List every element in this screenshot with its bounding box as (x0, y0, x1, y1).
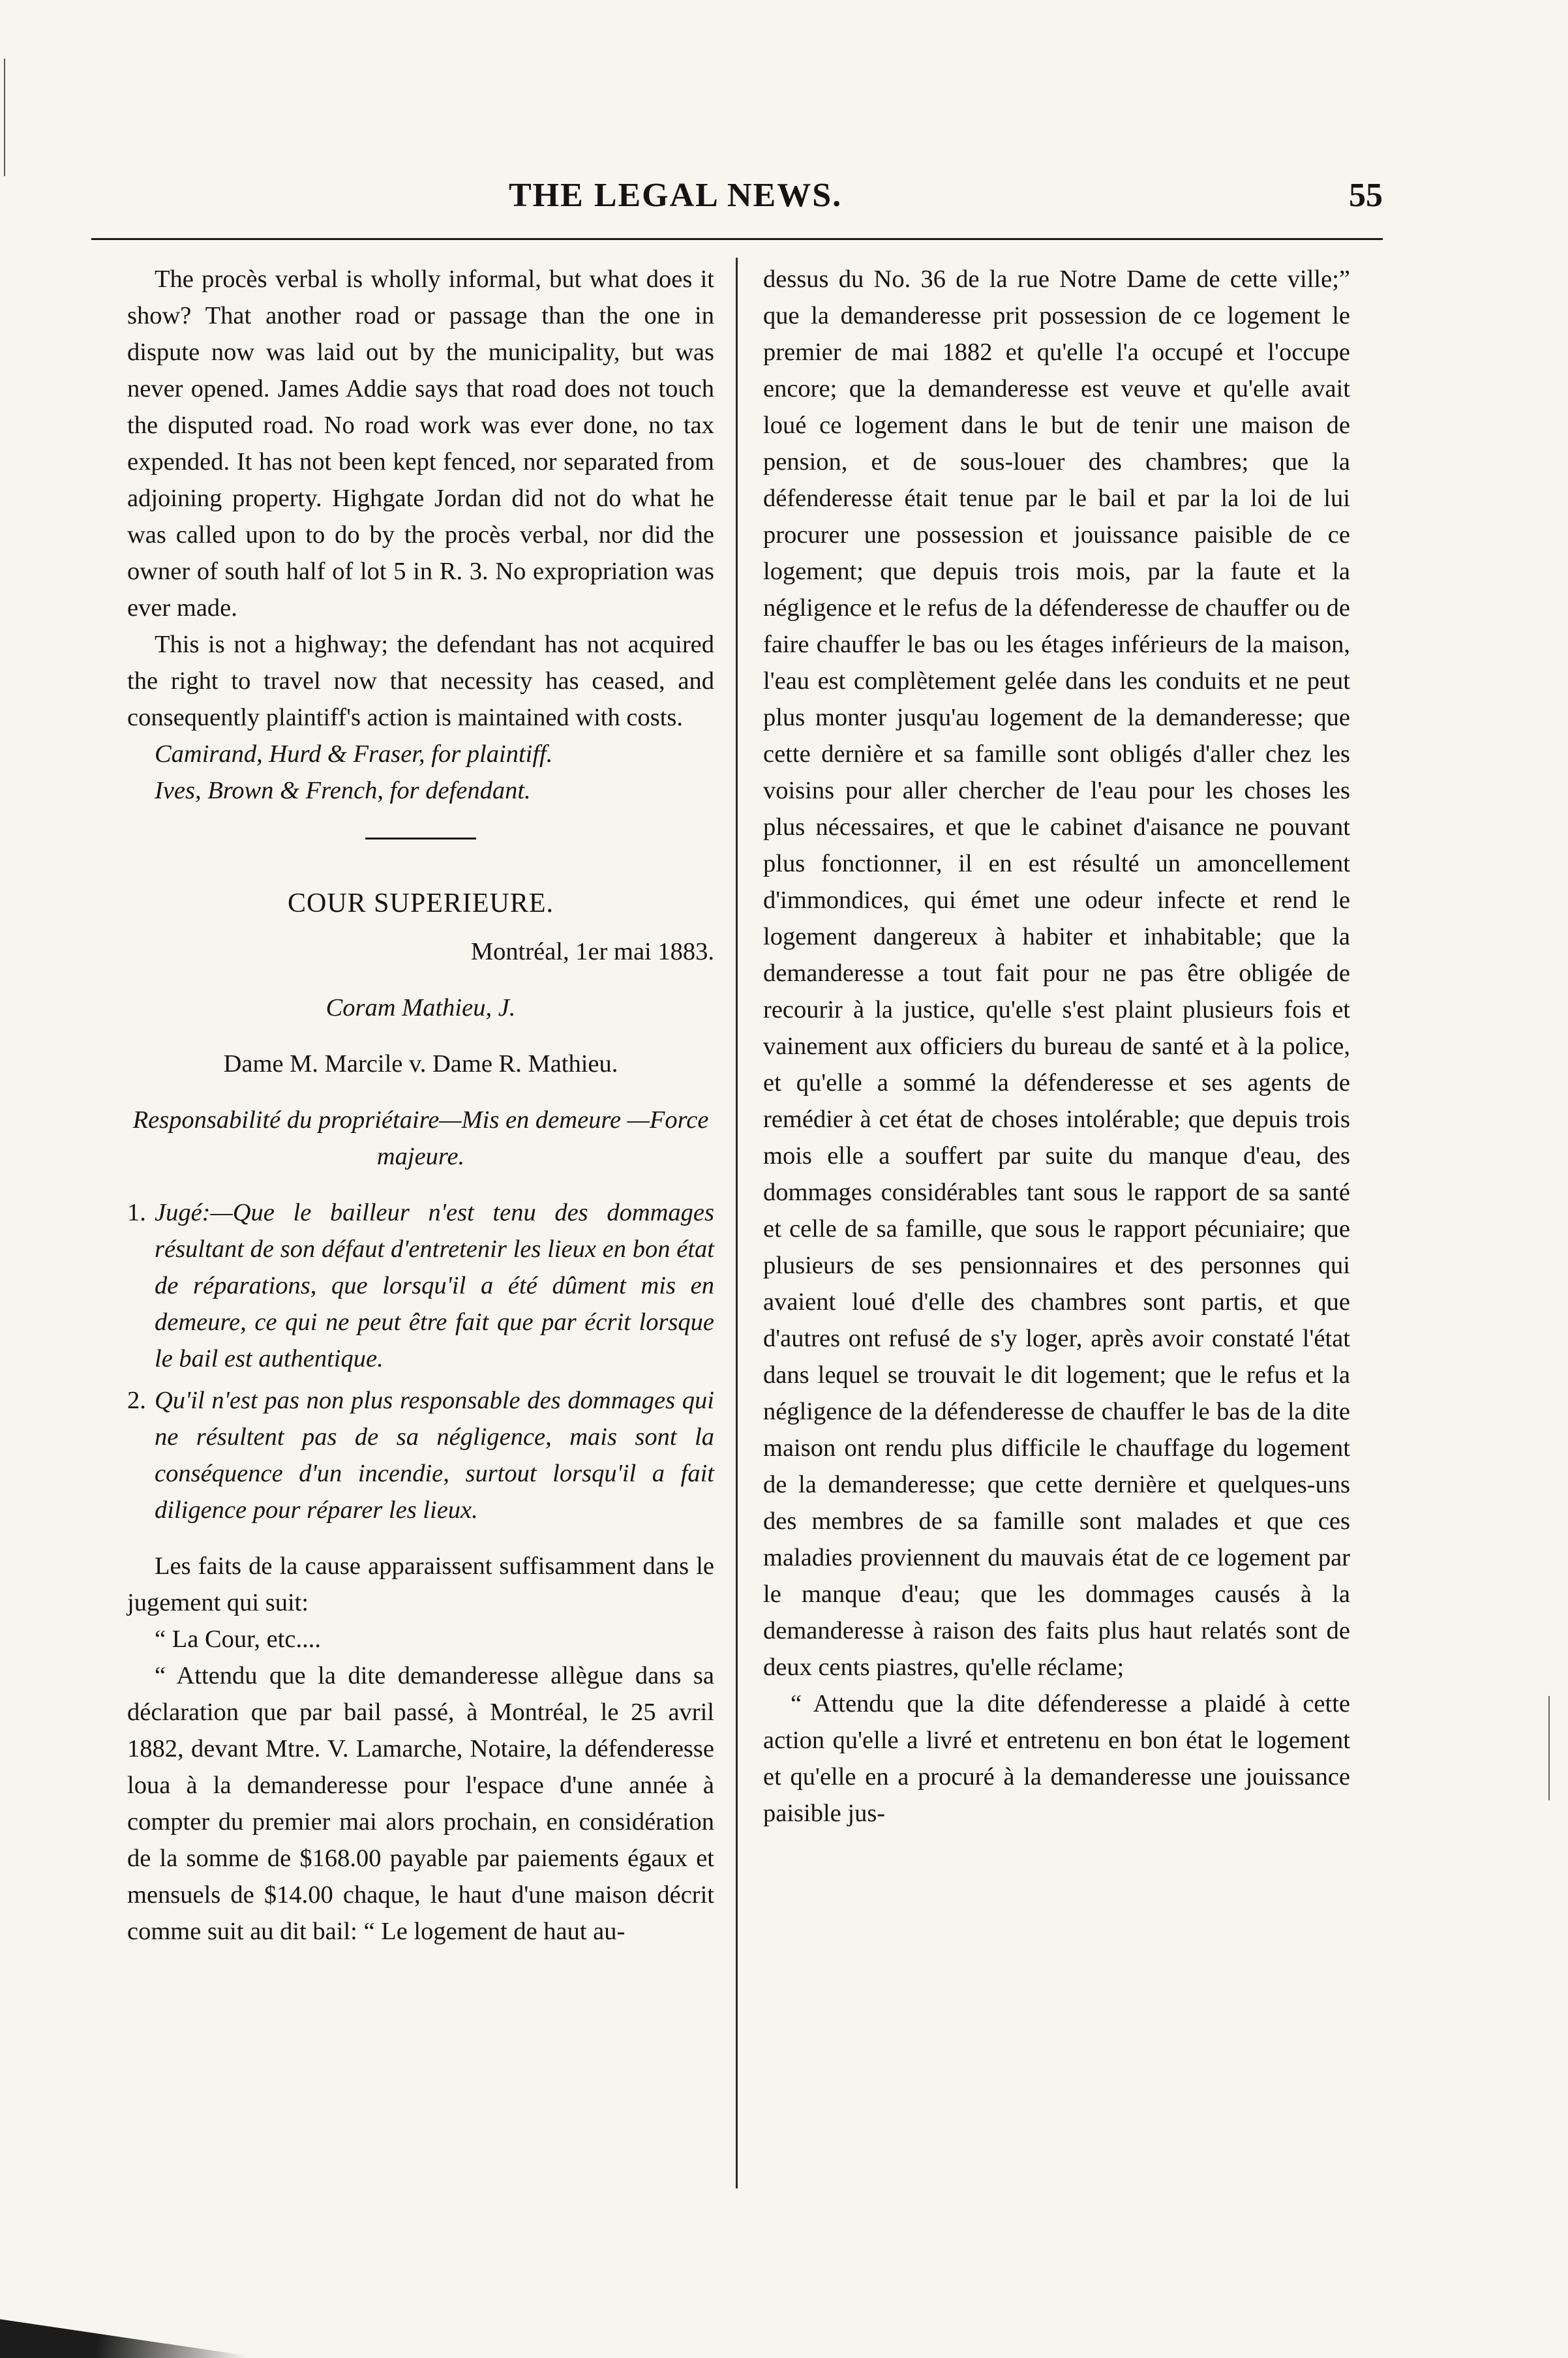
body-paragraph: This is not a highway; the defendant has not acquired the right to travel now that necessity has ceased, and consequently plaintiff's action is maintained with costs. (127, 631, 714, 731)
case-parties: Dame M. Marcile v. Dame R. Mathieu. (223, 1050, 618, 1078)
running-title: THE LEGAL NEWS. (509, 177, 843, 214)
body-paragraph: “ Attendu que la dite défenderesse a plaidé à cette action qu'elle a livré et entretenu en bon état le logement et qu'elle en a procuré à la demanderesse une jouissance paisible jus- (763, 1690, 1350, 1827)
court-heading: COUR SUPERIEURE. (287, 888, 554, 918)
body-paragraph: “ La Cour, etc.... (155, 1625, 322, 1653)
case-subject: Responsabilité du propriétaire—Mis en demeure —Force majeure. (132, 1106, 709, 1170)
page-header (91, 176, 1383, 222)
header-rule (91, 238, 1383, 240)
holding-text: Jugé:—Que le bailleur n'est tenu des dommages résultant de son défaut d'entretenir les lieux en bon état de réparations, que lorsqu'il a été dûment mis en demeure, ce qui ne peut être fait que par écrit lorsque le bail est authentique. (155, 1199, 714, 1372)
body-paragraph: Les faits de la cause apparaissent suffisamment dans le jugement qui suit: (127, 1552, 714, 1616)
counsel-plaintiff: Camirand, Hurd & Fraser, for plaintiff. (155, 740, 553, 768)
body-paragraph: “ Attendu que la dite demanderesse allègue dans sa déclaration que par bail passé, à Montréal, le 25 avril 1882, devant Mtre. V. Lamarche, Notaire, la défenderesse loua à la demanderesse pour l'espace d'une année à compter du premier mai alors prochain, en considération de la somme de $168.00 payable par paiements égaux et mensuels de $14.00 chaque, le haut d'une maison décrit comme suit au dit bail: “ Le logement de haut au- (127, 1662, 714, 1945)
column-divider (736, 258, 738, 2188)
body-paragraph: dessus du No. 36 de la rue Notre Dame de cette ville;” que la demanderesse prit possession de ce logement le premier de mai 1882 et qu'elle l'a occupé et l'occupe encore; que la demanderesse est veuve et qu'elle avait loué ce logement dans le but de tenir une maison de pension, et de sous-louer des chambres; que la défenderesse était tenue par le bail et par la loi de lui procurer une possession et jouissance paisible de ce logement; que depuis trois mois, par la faute et la négligence et le refus de la défenderesse de chauffer ou de faire chauffer le bas ou les étages inférieurs de la maison, l'eau est complètement gelée dans les conduits et ne peut plus monter jusqu'au logement de la demanderesse; que cette dernière et sa famille sont obligés d'aller chez les voisins pour aller chercher de l'eau pour les choses les plus nécessaires, et que le cabinet d'aisance ne pouvant plus fonctionner, il en est résulté un amoncellement d'immondices, qui émet une odeur infecte et rend le logement dangereux à habiter et inhabitable; que la demanderesse a tout fait pour ne pas être obligée de recourir à la justice, qu'elle s'est plaint plusieurs fois et vainement aux officiers du bureau de santé et à la police, et qu'elle a sommé la défenderesse et ses agents de remédier à cet état de choses intolérable; que depuis trois mois elle a souffert par suite du manque d'eau, des dommages considérables tant sous le rapport de sa santé et celle de sa famille, que sous le rapport pécuniaire; que plusieurs de ses pensionnaires et des personnes qui avaient loué d'elle des chambres sont partis, et que d'autres ont refusé de s'y loger, après avoir constaté l'état dans lequel se trouvait le dit logement; que le refus et la négligence de la défenderesse de chauffer le bas de la dite maison ont rendu plus difficile le chauffage du logement de la demanderesse; que cette dernière et quelques-uns des membres de sa famille sont malades et que ces maladies proviennent du mauvais état de ce logement par le manque d'eau; que les dommages causés à la demanderesse à raison des faits plus haut relatés sont de deux cents piastres, qu'elle réclame; (763, 265, 1350, 1681)
right-column (763, 261, 1350, 1832)
holding-1 (127, 1194, 714, 1377)
body-paragraph: The procès verbal is wholly informal, but what does it show? That another road or passage than the one in dispute now was laid out by the municipality, but was never opened. James Addie says that road does not touch the disputed road. No road work was ever done, no tax expended. It has not been kept fenced, nor separated from adjoining property. Highgate Jordan did not do what he was called upon to do by the procès verbal, nor did the owner of south half of lot 5 in R. 3. No expropriation was ever made. (127, 265, 714, 622)
scan-artifact (0, 2312, 248, 2358)
holding-number: 2. (127, 1387, 146, 1414)
coram: Coram Mathieu, J. (325, 994, 516, 1021)
section-rule (365, 838, 476, 839)
place-date: Montréal, 1er mai 1883. (470, 938, 714, 965)
left-column (127, 261, 714, 1950)
page-number: 55 (1349, 177, 1383, 214)
holding-2 (127, 1382, 714, 1528)
holding-text: Qu'il n'est pas non plus responsable des dommages qui ne résultent pas de sa négligence, mais sont la conséquence d'un incendie, surtout lorsqu'il a fait diligence pour réparer les lieux. (155, 1387, 714, 1524)
scan-edge-mark (1548, 1696, 1550, 1800)
counsel-defendant: Ives, Brown & French, for defendant. (155, 777, 531, 804)
holding-number: 1. (127, 1199, 146, 1226)
scan-margin-mark (4, 59, 5, 176)
